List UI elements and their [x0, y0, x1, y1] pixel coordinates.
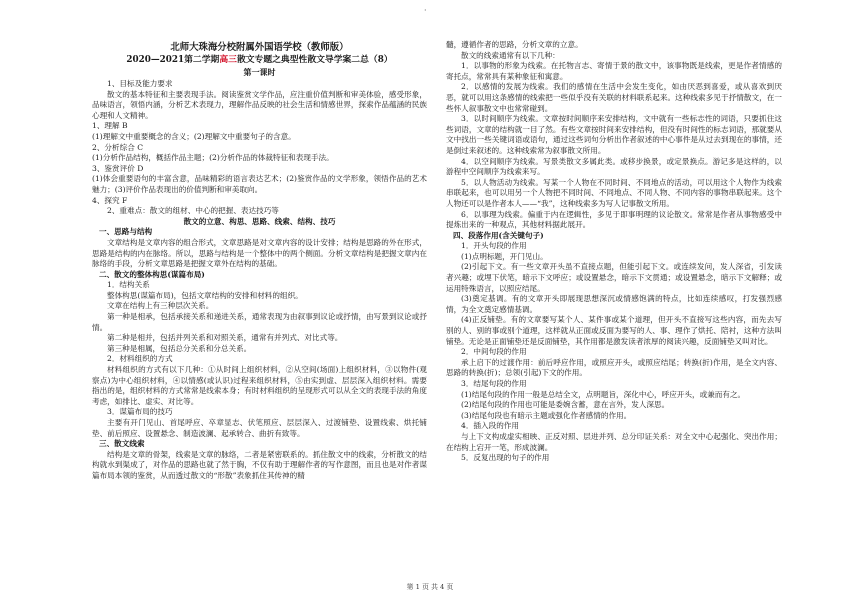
- school-title: 北师大珠海分校附属外国语学校（教师版）: [170, 42, 349, 53]
- left-paragraph: 二、散文的整体构思(谋篇布局): [99, 269, 205, 279]
- left-paragraph: 文章在结构上有三种层次关系。: [107, 301, 214, 311]
- right-paragraph: 4．以空间顺序为线索。写景类散文多属此类。或移步换景，或定景换点。游记多是这样的，以游程中空间顺序为线索来写。: [446, 156, 782, 177]
- right-paragraph: (4)正反铺垫。有的文章要写某个人、某件事或某个道理，但开头不直接写这些内容，而先去写别的人、别的事或别个道理，这样就从正面或反面为要写的人、事、理作了烘托、陪衬，这种方法叫铺垫。无论是正面铺垫还是反面铺垫，其作用都是激发读者浓厚的阅读兴趣，反面铺垫又叫对比。: [446, 315, 782, 346]
- left-paragraph: (1)体会重要语句的丰富含意，品味精彩的语言表达艺术；(2)鉴赏作品的文学形象，领悟作品的艺术魅力；(3)评价作品表现出的价值判断和审美取向。: [92, 174, 427, 194]
- left-paragraph: 主要有开门见山、首尾呼应、卒章显志、伏笔照应、层层深入、过渡铺垫、设置线索、烘托铺垫、前后照应、设置悬念、制造波澜、起承转合、曲折有致等。: [92, 418, 427, 438]
- left-paragraph: 4、探究 F: [92, 195, 128, 205]
- right-body: [446, 40, 782, 464]
- right-paragraph: 5．以人物活动为线索。写某一个人物在不同时间、不同地点的活动，可以用这个人物作为线索串联起来，也可以用另一个人物把不同时间、不同地点、不同人物、不同内容的事物串联起来。这个人物还可以是作者本人——“我”，这种线索多为写人记事散文所用。: [446, 177, 782, 208]
- title-suffix: 散文专题之典型性散文导学案二总（8）: [236, 55, 393, 65]
- right-paragraph: 四、段落作用(含关键句子): [453, 230, 544, 240]
- left-paragraph: 3、鉴赏评价 D: [92, 163, 144, 173]
- left-paragraph: (1)理解文中重要概念的含义；(2)理解文中重要句子的含意。: [92, 131, 296, 141]
- left-paragraph: 1、理解 B: [92, 121, 128, 131]
- header-dot: ·: [424, 6, 427, 15]
- left-paragraph: (1)分析作品结构，概括作品主题；(2)分析作品的体裁特征和表现手法。: [92, 153, 334, 163]
- left-paragraph: 散文的基本特征和主要表现手法。阅读鉴赏文学作品，应注重价值判断和审美体验，感受形象，品味语言，领悟内涵，分析艺术表现力，理解作品反映的社会生活和情感世界，探索作品蕴涵的民族心理和人文精神。: [92, 89, 427, 120]
- right-paragraph: 6．以事理为线索。偏重于内在逻辑性，多见于即事明理的议论散文。常常是作者从事物感受中提炼出来的一种观点，其他材料据此展开。: [446, 209, 782, 230]
- left-paragraph: 第二种是相并，包括并列关系和对照关系，通常有并列式、对比式等。: [107, 333, 343, 343]
- right-paragraph: 承上启下的过渡作用：前后呼应作用，或照应开头，或照应结尾；转换(折)作用，是全文内容、思路的转换(折)；总领(引起)下文的作用。: [446, 357, 782, 378]
- right-paragraph: 5．反复出现的句子的作用: [461, 453, 550, 463]
- left-column: [92, 40, 427, 570]
- left-paragraph: 1．结构关系: [107, 280, 150, 290]
- left-paragraph: 散文的立意、构思、思路、线索、结构、技巧: [183, 216, 336, 226]
- right-paragraph: 4．插入段的作用: [461, 421, 519, 431]
- left-paragraph: 2、分析综合 C: [92, 142, 144, 152]
- right-column: [446, 40, 782, 570]
- right-paragraph: 3．结尾句段的作用: [461, 379, 527, 388]
- right-paragraph: 2．以感情的发展为线索。我们的感情在生活中会发生变化，如由厌恶到喜爱，或从喜欢到厌恶，就可以用这条感情的线索把一些似乎没有关联的材料联系起来。这种线索多见于抒情散文，在一些怀人叙事散文中也常常碰到。: [446, 82, 782, 113]
- left-paragraph: 3．谋篇布局的技巧: [107, 407, 173, 417]
- document-title: [92, 54, 427, 67]
- lesson-title: 第一课时: [243, 67, 276, 77]
- right-paragraph: 1．以事物的形象为线索。在托物言志、寄情于景的散文中，该事物既是线索，更是作者情感的寄托点，常常具有某种象征和寓意。: [446, 61, 782, 81]
- right-paragraph: 1．开头句段的作用: [461, 241, 527, 251]
- right-paragraph: (3)奠定基调。有的文章开头即展现思想深沉或情感饱满的特点，比如连续感叹，打发强烈感情，为全文奠定感情基调。: [446, 294, 782, 314]
- right-paragraph: (2)引起下文。有一些文章开头虽不直接点题，但能引起下文。或连续发问，发人深省，引发读者兴趣；或埋下伏笔，暗示下文呼应；或设置悬念，暗示下文贯通；或设置悬念，暗示下文解释；或运用特殊语言，以照应结尾。: [446, 262, 782, 293]
- left-paragraph: 材料组织的方式有以下几种：①从时间上组织材料，②从空间(场面)上组织材料，③以物件(观察点)为中心组织材料，④以情感(或认识)过程来组织材料，⑤由实到虚、层层深入组织材料。需要指出的是，组织材料的方式常常是线索本身；有时材料组织的呈现形式可以从全文的表现手法的角度考虑，如排比、虚实、对比等。: [92, 365, 427, 406]
- left-paragraph: 文章结构是文章内容的组合形式，文章思路是对文章内容的设计安排；结构是思路的外在形式，思路是结构的内在脉络。所以，思路与结构是一个整体中的两个侧面。分析文章结构是把握文章内在脉络的手段，分析文章思路是把握文章外在结构的基础。: [92, 237, 427, 269]
- document-page: [92, 40, 782, 570]
- left-paragraph: 2、重难点：散文的组材、中心的把握、表达技巧等: [107, 206, 279, 216]
- title-prefix: 2020—2021第二学期: [126, 55, 220, 65]
- page-footer: 第 1 页 共 4 页: [406, 583, 454, 591]
- right-paragraph: 与上下文构成虚实相映、正反对照、层进并列、总分印证关系：对全文中心起强化、突出作用；在结构上宕开一笔，形成波澜。: [446, 431, 782, 452]
- left-paragraph: 第三种是相属，包括总分关系和分总关系。: [107, 343, 252, 353]
- left-paragraph: 一、思路与结构: [99, 227, 153, 237]
- title-highlight: 高三: [219, 55, 237, 65]
- left-paragraph: 1、目标及能力要求: [107, 79, 173, 88]
- right-paragraph: 3．以时间顺序为线索。文章按时间顺序来安排结构，文中就有一些标志性的词语，只要抓住这些词语，文章的结构就一目了然。有些文章按时间来安排结构，但没有时间性的标志词语，那就要从文中找出一些关键词语或语句，通过这些词句分析出作者叙述的中心事件是从过去到现在的事情，还是倒过来叙述的。这种线索常为叙事散文所用。: [446, 114, 782, 155]
- right-paragraph: (1)结尾句段的作用一般是总结全文，点明题旨，深化中心，呼应开头，或兼而有之。: [461, 389, 746, 399]
- right-paragraph: 2．中间句段的作用: [461, 347, 527, 357]
- left-paragraph: 第一种是相承，包括承接关系和递进关系，通常表现为由叙事到议论或抒情，由写景到议论或抒情。: [92, 312, 427, 332]
- left-paragraph: 整体构思(谋篇布局)，包括文章结构的安排和材料的组织。: [107, 290, 303, 300]
- left-body: [92, 79, 427, 482]
- right-paragraph: (3)结尾句段也有暗示主题或强化作者感情的作用。: [461, 410, 632, 420]
- right-paragraph: 散文的线索通常有以下几种：: [461, 50, 560, 60]
- right-paragraph: (1)点明标题，开门见山。: [461, 251, 548, 261]
- left-paragraph: 2．材料组织的方式: [107, 354, 173, 364]
- right-paragraph: 髓，遵循作者的思路，分析文章的立意。: [446, 40, 583, 49]
- left-paragraph: 三、散文线索: [99, 439, 145, 449]
- left-paragraph: 结构是文章的骨架，线索是文章的脉络，二者是紧密联系的。抓住散文中的线索，分析散文的结构就水到渠成了，对作品的思路也就了然于胸，不仅有助于理解作者的写作意图，而且也是对作者谋篇布局本领的鉴赏，从而透过散文的“形散”表象抓住其传神的精: [92, 449, 427, 480]
- right-paragraph: (2)结尾句段的作用也可能是委婉含蓄，意在言外，发人深思。: [461, 400, 670, 410]
